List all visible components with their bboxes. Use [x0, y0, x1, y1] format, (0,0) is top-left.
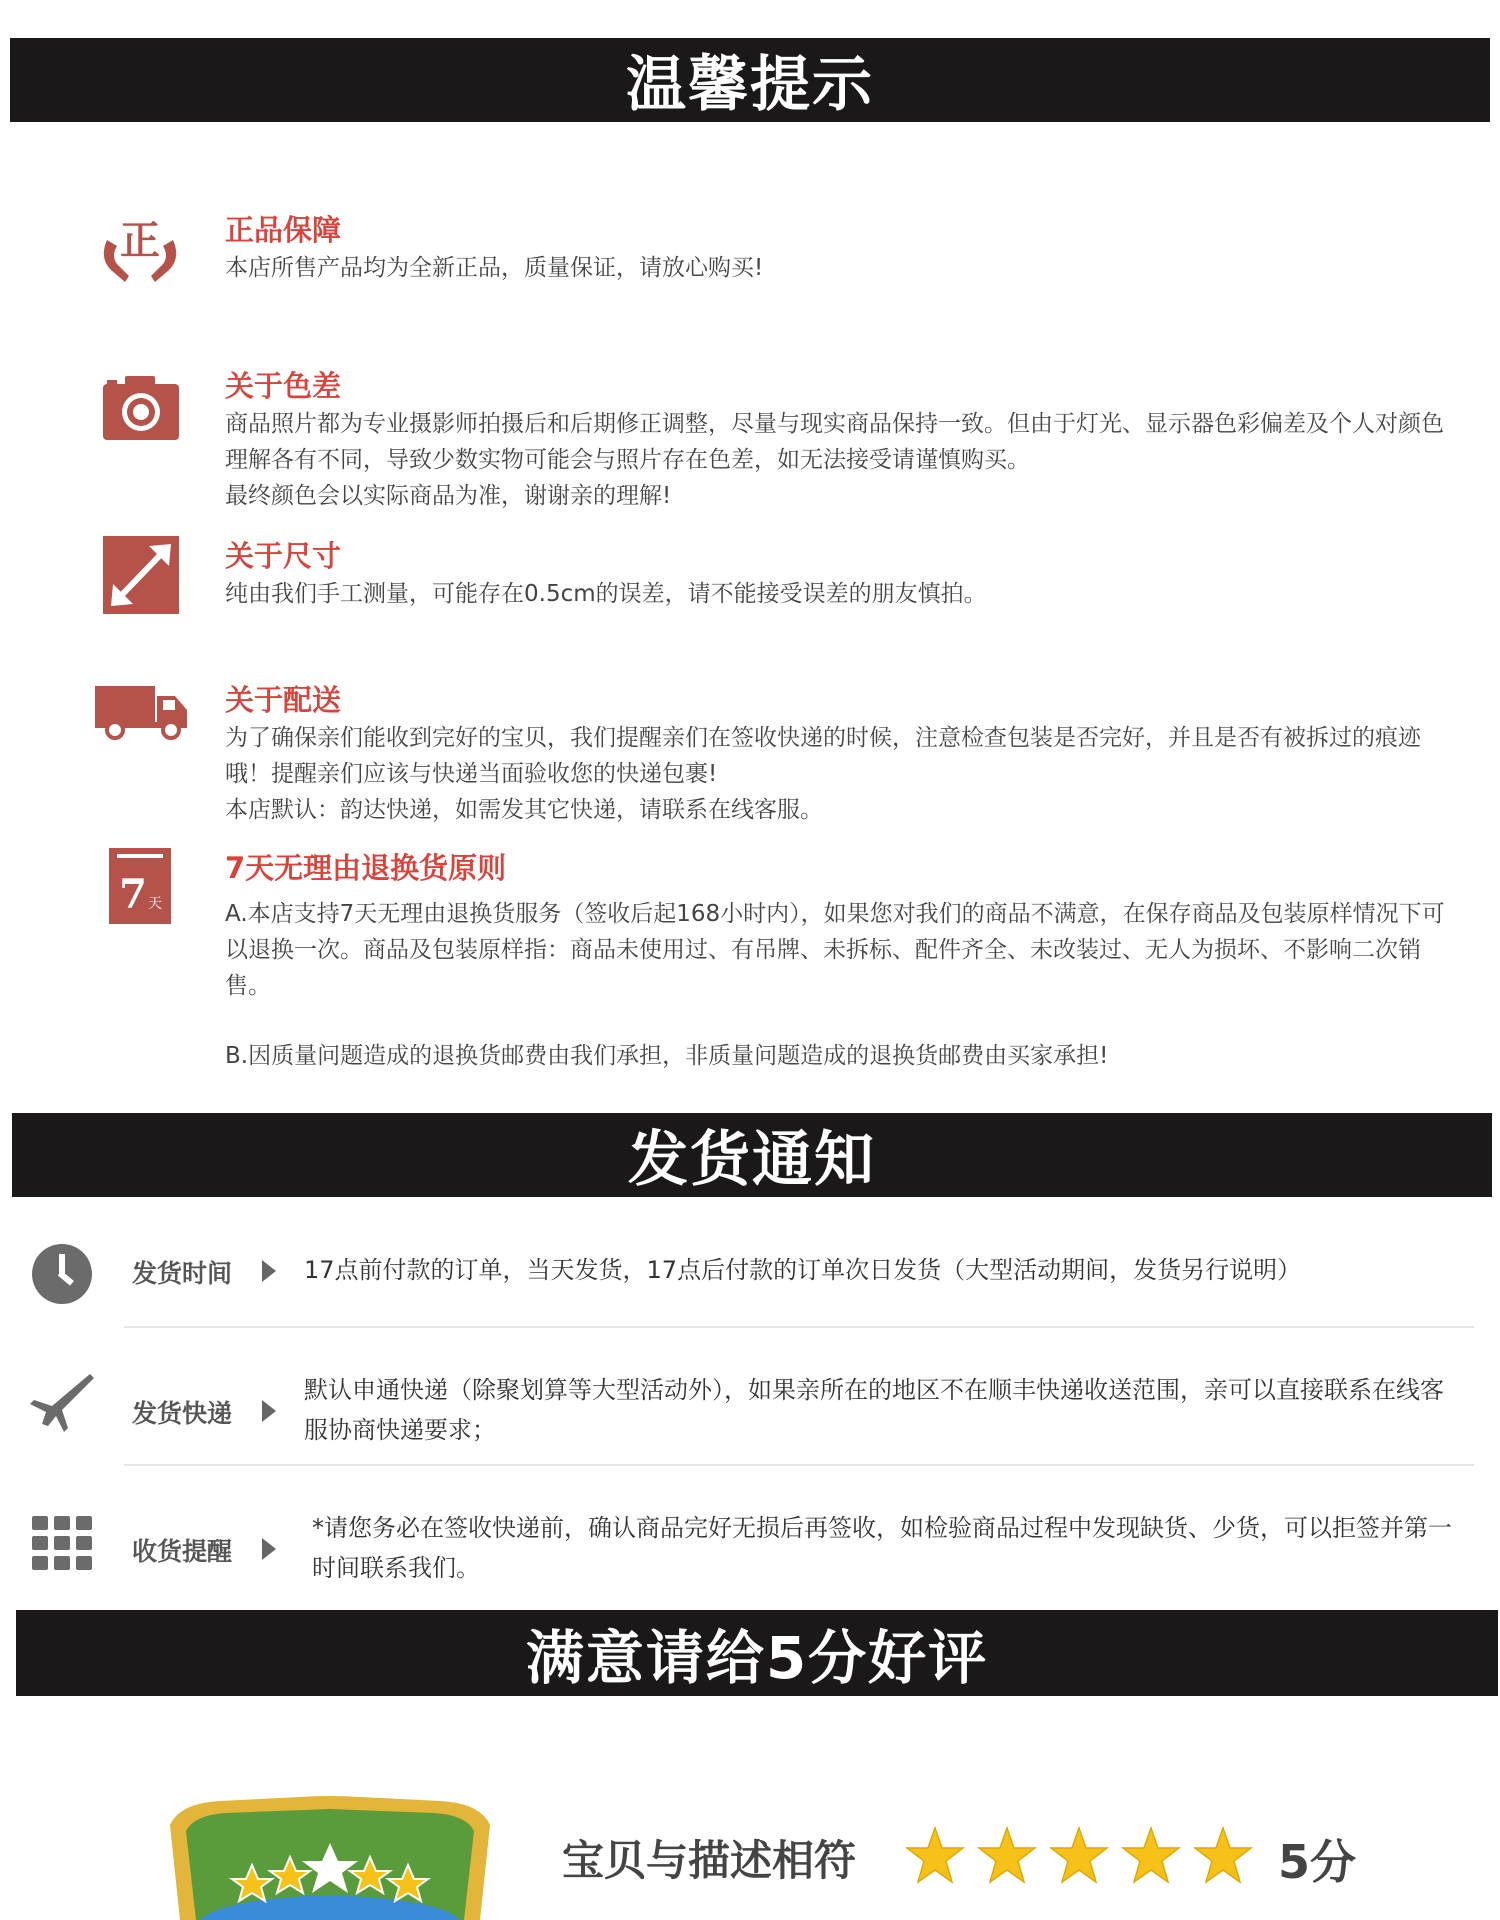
star-icon [1193, 1826, 1253, 1886]
arrow-right-icon [262, 1260, 276, 1282]
tip-text: 最终颜色会以实际商品为准，谢谢亲的理解! [225, 483, 672, 509]
rating-label: 宝贝与描述相符 [562, 1836, 857, 1885]
divider [124, 1326, 1474, 1328]
truck-icon [95, 680, 185, 770]
svg-text:天: 天 [148, 896, 162, 912]
arrow-right-icon [262, 1538, 276, 1560]
tips-banner: 温馨提示 [10, 38, 1490, 122]
shield-badge-icon [160, 1795, 500, 1920]
shipping-label: 发货时间 [132, 1259, 233, 1288]
svg-text:正: 正 [120, 217, 160, 264]
shipping-text: 17点前付款的订单，当天发货，17点后付款的订单次日发货（大型活动期间，发货另行说明） [304, 1256, 1302, 1284]
shipping-text: 默认申通快递（除聚划算等大型活动外），如果亲所在的地区不在顺丰快递收送范围，亲可以直接联系在线客服协商快递要求； [304, 1376, 1444, 1444]
tip-text: 纯由我们手工测量，可能存在0.5cm的误差，请不能接受误差的朋友慎拍。 [225, 581, 987, 607]
resize-arrow-icon [95, 536, 185, 626]
star-icon [977, 1826, 1037, 1886]
tip-title: 关于色差 [225, 369, 342, 403]
tip-text: 本店默认：韵达快递，如需发其它快递，请联系在线客服。 [225, 797, 823, 823]
genuine-hands-icon [95, 210, 185, 300]
svg-text:7: 7 [119, 871, 147, 918]
rating-stars [905, 1826, 1253, 1886]
star-icon [1121, 1826, 1181, 1886]
rating-banner: 满意请给5分好评 [16, 1610, 1498, 1696]
grid-icon [28, 1512, 96, 1580]
star-icon [905, 1826, 965, 1886]
camera-icon [95, 366, 185, 456]
tip-title: 7天无理由退换货原则 [225, 851, 507, 885]
arrow-right-icon [262, 1400, 276, 1422]
tip-title: 关于配送 [225, 683, 342, 717]
tip-title: 关于尺寸 [225, 539, 342, 573]
shipping-banner: 发货通知 [12, 1113, 1492, 1197]
divider [124, 1464, 1474, 1466]
tip-text: B.因质量问题造成的退换货邮费由我们承担，非质量问题造成的退换货邮费由买家承担! [225, 1043, 1109, 1069]
shipping-label: 收货提醒 [132, 1537, 233, 1566]
airplane-icon [28, 1370, 96, 1438]
tip-title: 正品保障 [225, 213, 342, 247]
shipping-label: 发货快递 [132, 1399, 233, 1428]
clock-icon [28, 1240, 96, 1308]
seven-day-calendar-icon [95, 848, 185, 938]
tip-text: 商品照片都为专业摄影师拍摄后和后期修正调整，尽量与现实商品保持一致。但由于灯光、显示器色彩偏差及个人对颜色理解各有不同，导致少数实物可能会与照片存在色差，如无法接受请谨慎购买。 [225, 411, 1444, 473]
rating-score: 5分 [1278, 1835, 1357, 1889]
shipping-text: *请您务必在签收快递前，确认商品完好无损后再签收，如检验商品过程中发现缺货、少货，可以拒签并第一时间联系我们。 [312, 1514, 1452, 1582]
shipping-courier-row [28, 1360, 1488, 1460]
star-icon [1049, 1826, 1109, 1886]
shipping-time-row [28, 1236, 1488, 1306]
shipping-reminder-row [28, 1498, 1488, 1598]
tip-text: 为了确保亲们能收到完好的宝贝，我们提醒亲们在签收快递的时候，注意检查包装是否完好，并且是否有被拆过的痕迹哦！提醒亲们应该与快递当面验收您的快递包裹! [225, 725, 1421, 787]
tip-text: 本店所售产品均为全新正品，质量保证，请放心购买! [225, 255, 764, 281]
tip-text: A.本店支持7天无理由退换货服务（签收后起168小时内），如果您对我们的商品不满意，在保存商品及包装原样情况下可以退换一次。商品及包装原样指：商品未使用过、有吊牌、未拆标、配件齐全、未改装过、无人为损坏、不影响二次销售。 [225, 901, 1445, 999]
